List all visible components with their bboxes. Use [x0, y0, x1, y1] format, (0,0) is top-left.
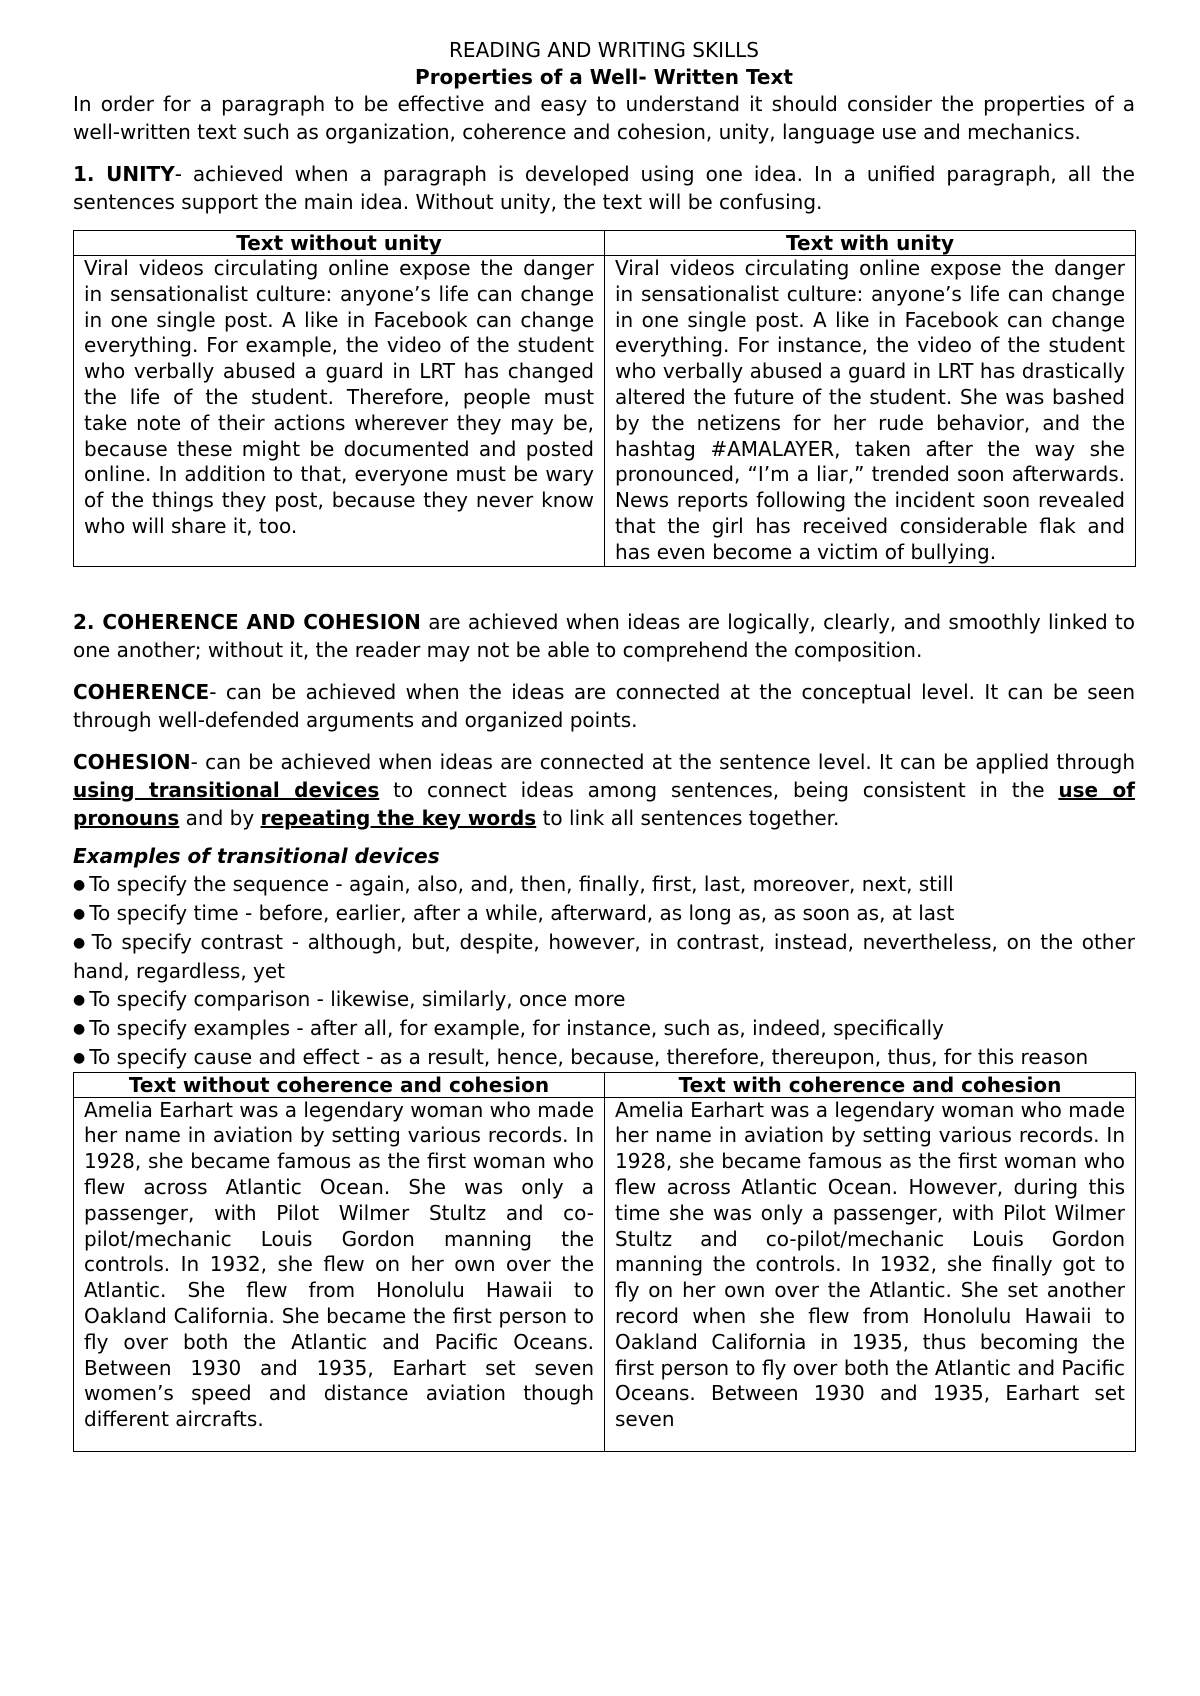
- list-item-text: To specify time - before, earlier, after a while, afterward, as long as, as soon as, at last: [89, 900, 955, 925]
- list-item-text: To specify cause and effect - as a result, hence, because, therefore, thereupon, thus, for this reason: [89, 1044, 1089, 1069]
- coherence-table: [73, 1072, 1136, 1452]
- list-item-text: To specify contrast - although, but, despite, however, in contrast, instead, nevertheless, on the other hand, regardless, yet: [73, 929, 1136, 983]
- cohesion-paragraph: [73, 748, 1135, 832]
- unity-table-cell-with: Viral videos circulating online expose the danger in sensationalist culture: anyone’s life can change in one single post. A like in Facebook can change everything. For instance, the video of the student who verbally abused a guard in LRT has drastically altered the future of the student. She was bashed by the netizens for her rude behavior, and the hashtag #AMALAYER, taken after the way she pronounced, “I’m a liar,” trended soon afterwards. News reports following the incident soon revealed that the girl has received considerable flak and has even become a victim of bullying.: [605, 256, 1136, 567]
- cohesion-term: COHESION: [73, 749, 191, 774]
- document-page: [73, 36, 1135, 1452]
- document-subtitle: Properties of a Well- Written Text: [415, 65, 793, 89]
- transitional-devices-list: [73, 870, 1135, 1072]
- coherence-paragraph: [73, 678, 1135, 734]
- cohesion-definition-part: - can be achieved when ideas are connected at the sentence level. It can be applied through: [190, 749, 1135, 774]
- coherence-definition: - can be achieved when the ideas are connected at the conceptual level. It can be seen through well-defended arguments and organized points.: [73, 679, 1135, 732]
- coherence-table-cell-without: [74, 1097, 605, 1451]
- coherence-term: COHERENCE: [73, 679, 210, 704]
- pronouns-emphasis: use of pronouns: [73, 777, 1135, 830]
- list-item: [73, 1014, 1135, 1043]
- coherence-table-text-with: Amelia Earhart was a legendary woman who made her name in aviation by setting various records. In 1928, she became famous as the first woman who flew across Atlantic Ocean. However, during this time she was only a passenger, with Pilot Wilmer Stultz and co-pilot/mechanic Louis Gordon manning the controls. In 1932, she finally got to fly on her own over the Atlantic. She set another record when she flew from Honolulu Hawaii to Oakland California in 1935, thus becoming the first person to fly over both the Atlantic and Pacific Oceans. Between 1930 and 1935, Earhart set seven: [615, 1097, 1125, 1432]
- list-item: [73, 928, 1135, 985]
- coherence-table-header-without: Text without coherence and cohesion: [74, 1072, 605, 1097]
- bullet-icon: ●: [73, 1020, 86, 1037]
- intro-paragraph: In order for a paragraph to be effective and easy to understand it should consider the properties of a well-written text such as organization, coherence and cohesion, unity, language use and mechanics.: [73, 92, 1135, 144]
- coherence-table-text-without: Amelia Earhart was a legendary woman who made her name in aviation by setting various records. In 1928, she became famous as the first woman who flew across Atlantic Ocean. She was only a passenger, with Pilot Wilmer Stultz and co-pilot/mechanic Louis Gordon manning the controls. In 1932, she flew on her own over the Atlantic. She flew from Honolulu Hawaii to Oakland California. She became the first person to fly over both the Atlantic and Pacific Oceans. Between 1930 and 1935, Earhart set seven women’s speed and distance aviation though different aircrafts.: [84, 1097, 594, 1432]
- bullet-icon: ●: [73, 1049, 86, 1066]
- cohesion-definition-part: to link all sentences together.: [536, 805, 840, 830]
- transitional-devices-emphasis: using transitional devices: [73, 777, 380, 802]
- unity-text: - achieved when a paragraph is developed using one idea. In a unified paragraph, all the sentences support the main idea. Without unity, the text will be confusing.: [73, 162, 1135, 214]
- key-words-emphasis: repeating the key words: [260, 805, 537, 830]
- examples-heading: Examples of transitional devices: [73, 843, 440, 868]
- list-item: [73, 870, 1135, 899]
- cohesion-definition-part: and by: [179, 805, 261, 830]
- unity-paragraph: [73, 160, 1135, 216]
- list-item: [73, 899, 1135, 928]
- unity-table: [73, 230, 1136, 567]
- bullet-icon: ●: [73, 905, 86, 922]
- coherence-cohesion-heading: 2. COHERENCE AND COHESION: [73, 609, 421, 634]
- unity-table-cell-without: Viral videos circulating online expose the danger in sensationalist culture: anyone’s life can change in one single post. A like in Facebook can change everything. For example, the video of the student who verbally abused a guard in LRT has changed the life of the student. Therefore, people must take note of their actions wherever they may be, because these might be documented and posted online. In addition to that, everyone must be wary of the things they post, because they never know who will share it, too.: [74, 256, 605, 567]
- list-item-text: To specify comparison - likewise, similarly, once more: [89, 986, 626, 1011]
- document-title: READING AND WRITING SKILLS: [449, 38, 759, 62]
- cohesion-definition-part: to connect ideas among sentences, being consistent in the: [379, 777, 1059, 802]
- list-item: [73, 985, 1135, 1014]
- list-item-text: To specify the sequence - again, also, and, then, finally, first, last, moreover, next, still: [89, 871, 954, 896]
- unity-heading: 1. UNITY: [73, 162, 175, 186]
- bullet-icon: ●: [73, 934, 88, 951]
- coherence-cohesion-paragraph: [73, 608, 1135, 664]
- bullet-icon: ●: [73, 876, 86, 893]
- coherence-table-cell-with: [605, 1097, 1136, 1451]
- unity-table-header-without: Text without unity: [74, 231, 605, 256]
- bullet-icon: ●: [73, 991, 86, 1008]
- coherence-cohesion-text: are achieved when ideas are logically, clearly, and smoothly linked to one another; without it, the reader may not be able to comprehend the composition.: [73, 609, 1136, 662]
- list-item-text: To specify examples - after all, for example, for instance, such as, indeed, specifically: [89, 1015, 944, 1040]
- coherence-table-header-with: Text with coherence and cohesion: [605, 1072, 1136, 1097]
- list-item: [73, 1043, 1135, 1072]
- unity-table-header-with: Text with unity: [605, 231, 1136, 256]
